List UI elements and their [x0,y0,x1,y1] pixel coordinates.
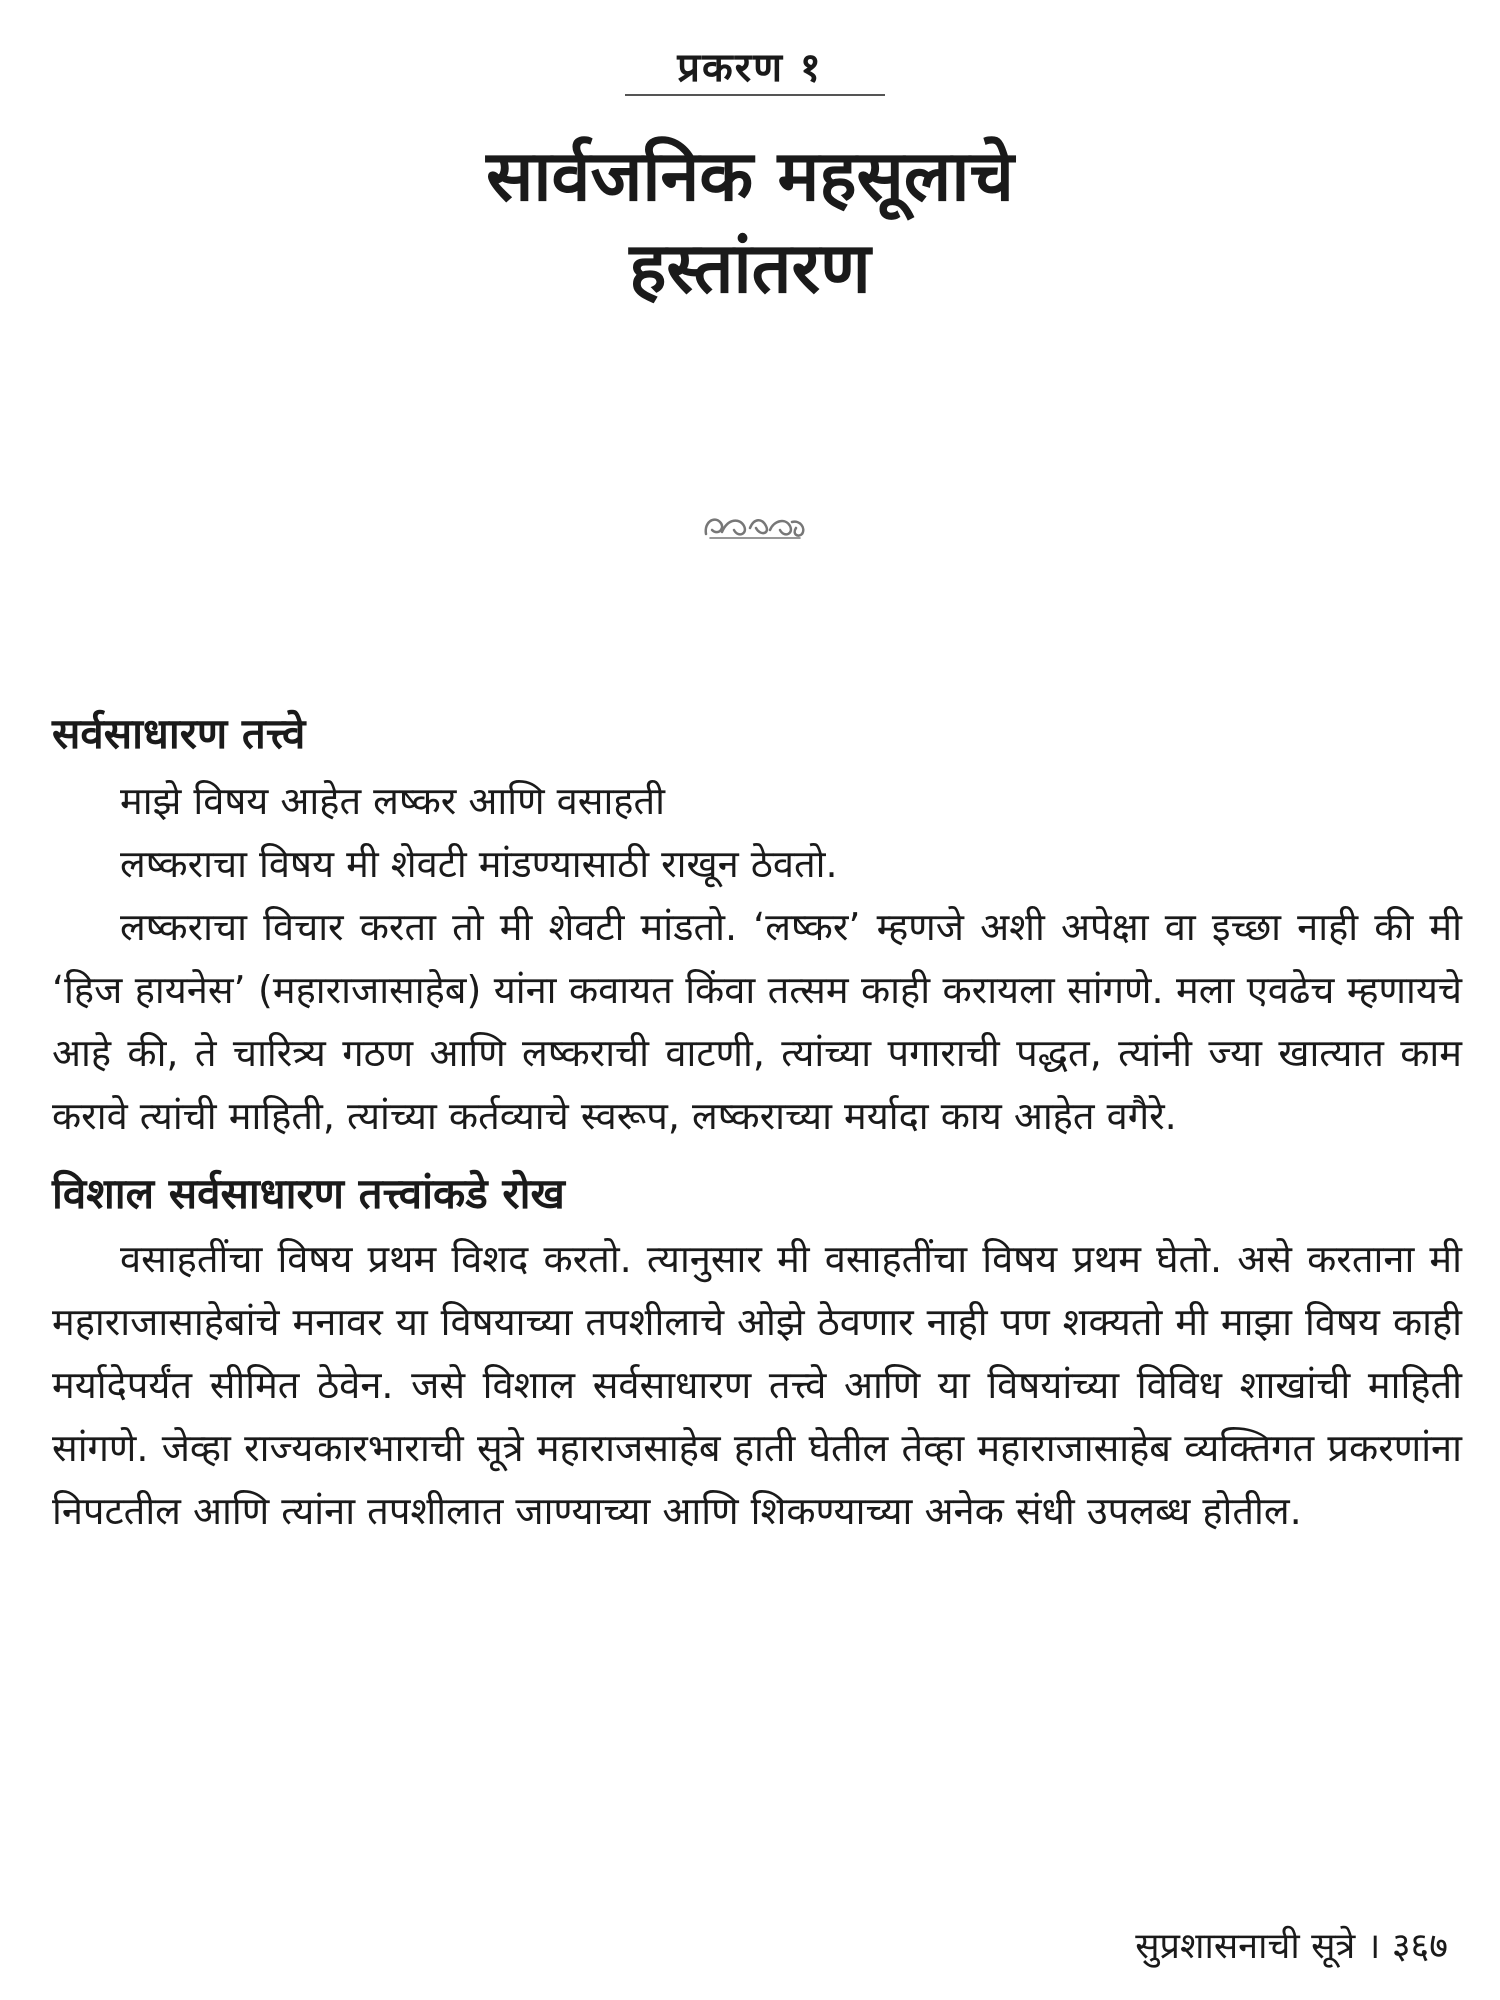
chapter-title-line1: सार्वजनिक महसूलाचे [486,135,1014,217]
chapter-underline [625,94,885,96]
body-line: माझे विषय आहेत लष्कर आणि वसाहती [120,779,665,823]
chapter-title [0,130,1500,314]
decorative-ornament-icon [700,508,810,544]
chapter-title-line2: हस्तांतरण [629,227,871,309]
body-content [52,700,1462,1543]
body-paragraph: लष्कराचा विचार करता तो मी शेवटी मांडतो. ‘लष्कर’ म्हणजे अशी अपेक्षा वा इच्छा नाही की मी ‘हिज हायनेस’ (महाराजासाहेब) यांना कवायत किंवा तत्सम काही करायला सांगणे. मला एवढेच म्हणायचे आहे की, ते चारित्र्य गठण आणि लष्कराची वाटणी, त्यांच्या पगाराची पद्धत, त्यांनी ज्या खात्यात काम करावे त्यांची माहिती, त्यांच्या कर्तव्याचे स्वरूप, लष्कराच्या मर्यादा काय आहेत वगैरे. [52,905,1462,1138]
chapter-label: प्रकरण १ [677,45,823,91]
section-heading-general-principles: सर्वसाधारण तत्त्वे [52,709,306,758]
page-footer: सुप्रशासनाची सूत्रे । ३६७ [1135,1926,1448,1967]
body-paragraph: वसाहतींचा विषय प्रथम विशद करतो. त्यानुसार मी वसाहतींचा विषय प्रथम घेतो. असे करताना मी महाराजासाहेबांचे मनावर या विषयाच्या तपशीलाचे ओझे ठेवणार नाही पण शक्यतो मी माझा विषय काही मर्यादेपर्यंत सीमित ठेवेन. जसे विशाल सर्वसाधारण तत्त्वे आणि या विषयांच्या विविध शाखांची माहिती सांगणे. जेव्हा राज्यकारभाराची सूत्रे महाराजसाहेब हाती घेतील तेव्हा महाराजासाहेब व्यक्तिगत प्रकरणांना निपटतील आणि त्यांना तपशीलात जाण्याच्या आणि शिकण्याच्या अनेक संधी उपलब्ध होतील. [52,1237,1462,1533]
body-line: लष्कराचा विषय मी शेवटी मांडण्यासाठी राखून ठेवतो. [120,842,838,886]
section-heading-broad-principles: विशाल सर्वसाधारण तत्त्वांकडे रोख [52,1169,565,1218]
